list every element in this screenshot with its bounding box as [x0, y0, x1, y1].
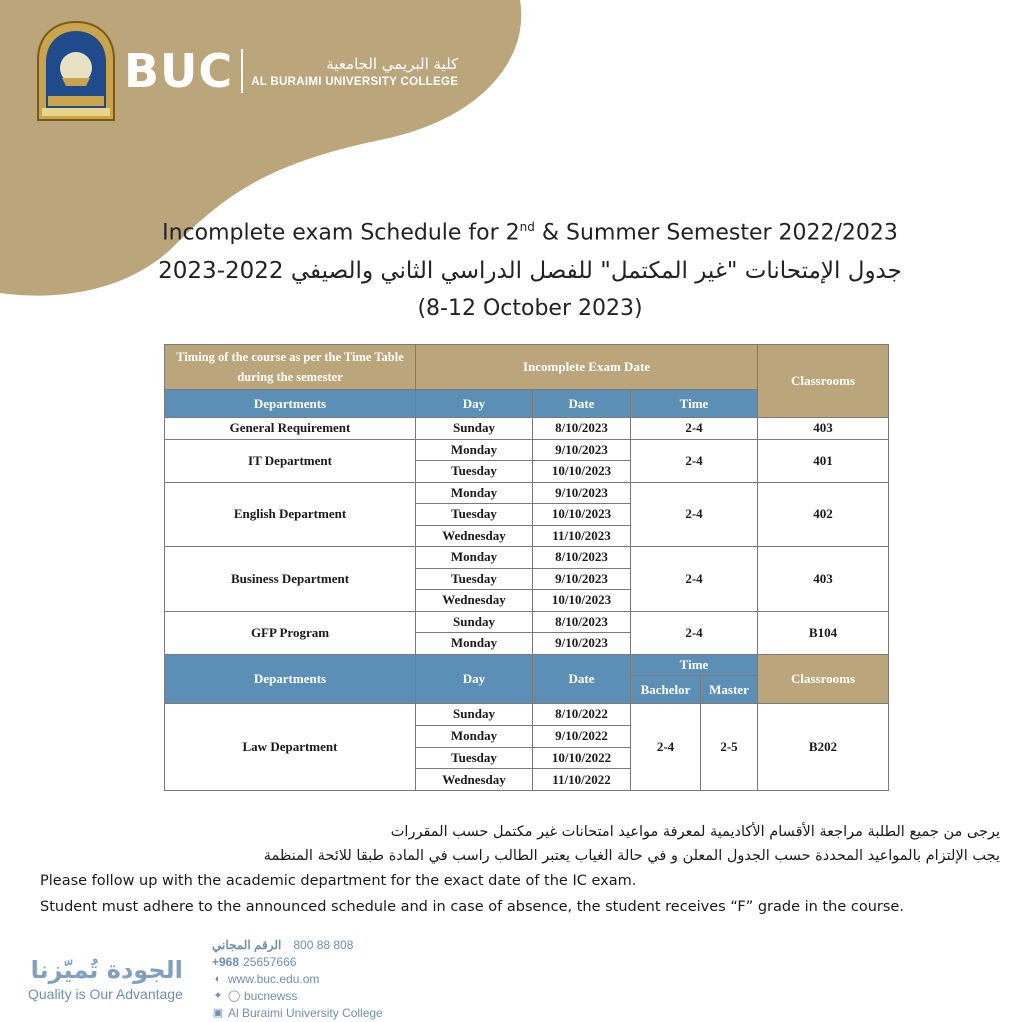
- header-date-law: Date: [533, 654, 631, 704]
- quality-english: Quality is Our Advantage: [28, 986, 183, 1002]
- exam-time: 2-4: [631, 418, 758, 440]
- note-arabic-1: يرجى من جميع الطلبة مراجعة الأقسام الأكاديمية لمعرفة مواعيد امتحانات غير مكتمل حسب المقررات: [390, 824, 1000, 840]
- facebook-page[interactable]: Al Buraimi University College: [228, 1006, 383, 1020]
- header-bachelor: Bachelor: [631, 676, 701, 703]
- classroom: 402: [758, 482, 889, 547]
- website-link[interactable]: www.buc.edu.om: [228, 972, 320, 986]
- classroom: 403: [758, 547, 889, 612]
- facebook-icon: ▣: [212, 1007, 224, 1019]
- table-row: [165, 704, 889, 726]
- exam-date: 10/10/2023: [533, 590, 631, 612]
- college-seal-icon: [34, 20, 118, 122]
- master-time: 2-5: [720, 739, 738, 754]
- quality-slogan: [28, 956, 183, 1002]
- exam-date: 9/10/2022: [533, 725, 631, 747]
- notes: [40, 820, 1000, 920]
- exam-time: 2-4: [631, 439, 758, 482]
- logo-initials: BUC: [124, 44, 234, 98]
- table-row: [165, 439, 889, 461]
- college-name-arabic: كلية البريمي الجامعية: [326, 54, 459, 73]
- quality-arabic: الجودة تُميّزنا: [30, 956, 183, 984]
- exam-day: Monday: [416, 547, 533, 569]
- exam-date: 9/10/2023: [533, 482, 631, 504]
- header-time-split: [631, 676, 758, 704]
- exam-day: Monday: [416, 633, 533, 655]
- phone-code: +968: [212, 955, 240, 969]
- phone-number: 25657666: [243, 955, 297, 969]
- exam-day: Tuesday: [416, 568, 533, 590]
- header-day-law: Day: [416, 654, 533, 704]
- header-exam-date: Incomplete Exam Date: [416, 345, 758, 390]
- header-departments: Departments: [165, 390, 416, 418]
- exam-date: 11/10/2022: [533, 769, 631, 791]
- college-name-english: AL BURAIMI UNIVERSITY COLLEGE: [251, 75, 459, 88]
- exam-time-split: [631, 704, 758, 791]
- header-day: Day: [416, 390, 533, 418]
- exam-date: 8/10/2022: [533, 704, 631, 726]
- twitter-icon: ✦: [213, 990, 223, 1002]
- department-name: GFP Program: [165, 611, 416, 654]
- note-english-2: Student must adhere to the announced schedule and in case of absence, the student receives “F” grade in the course.: [40, 899, 904, 915]
- department-name: General Requirement: [165, 418, 416, 440]
- department-name: English Department: [165, 482, 416, 547]
- contact-info: [212, 937, 383, 1022]
- exam-date: 8/10/2023: [533, 418, 631, 440]
- table-row: [165, 547, 889, 569]
- exam-day: Sunday: [416, 418, 533, 440]
- title-dates: (8-12 October 2023): [417, 296, 643, 321]
- tollfree-label: الرقم المجاني: [212, 938, 282, 952]
- exam-date: 9/10/2023: [533, 439, 631, 461]
- exam-day: Wednesday: [416, 769, 533, 791]
- exam-day: Wednesday: [416, 590, 533, 612]
- department-name: Business Department: [165, 547, 416, 612]
- exam-time: 2-4: [631, 611, 758, 654]
- note-english-1: Please follow up with the academic department for the exact date of the IC exam.: [40, 873, 637, 889]
- globe-icon: ◐: [214, 973, 222, 985]
- header-departments-law: Departments: [165, 654, 416, 704]
- exam-day: Monday: [416, 725, 533, 747]
- exam-date: 9/10/2023: [533, 633, 631, 655]
- exam-time: 2-4: [631, 482, 758, 547]
- logo-divider: [241, 49, 243, 93]
- exam-day: Monday: [416, 439, 533, 461]
- classroom: B202: [758, 704, 889, 791]
- header-timing: Timing of the course as per the Time Table during the semester: [165, 345, 416, 390]
- exam-day: Tuesday: [416, 747, 533, 769]
- department-name: IT Department: [165, 439, 416, 482]
- header-time-law: Time: [631, 654, 758, 676]
- exam-day: Sunday: [416, 611, 533, 633]
- exam-day: Sunday: [416, 704, 533, 726]
- college-logo: [34, 20, 458, 122]
- classroom: 401: [758, 439, 889, 482]
- tollfree-number: 800 88 808: [293, 938, 354, 952]
- exam-date: 8/10/2023: [533, 547, 631, 569]
- title-arabic: جدول الإمتحانات "غير المكتمل" للفصل الدراسي الثاني والصيفي 2022-2023: [158, 258, 902, 284]
- header-classrooms-law: Classrooms: [758, 654, 889, 704]
- table-row: [165, 482, 889, 504]
- header-time: Time: [631, 390, 758, 418]
- exam-day: Tuesday: [416, 504, 533, 526]
- exam-date: 10/10/2022: [533, 747, 631, 769]
- classroom: B104: [758, 611, 889, 654]
- classroom: 403: [758, 418, 889, 440]
- exam-day: Tuesday: [416, 461, 533, 483]
- exam-date: 9/10/2023: [533, 568, 631, 590]
- table-row: [165, 611, 889, 633]
- table-row: [165, 418, 889, 440]
- exam-date: 8/10/2023: [533, 611, 631, 633]
- exam-time: 2-4: [631, 547, 758, 612]
- note-arabic-2: يجب الإلتزام بالمواعيد المحددة حسب الجدول المعلن و في حالة الغياب يعتبر الطالب راسب في المادة طبقا للائحة المنظمة: [263, 848, 1000, 864]
- exam-date: 10/10/2023: [533, 461, 631, 483]
- social-handle[interactable]: bucnewss: [244, 989, 298, 1003]
- exam-day: Wednesday: [416, 525, 533, 547]
- department-name: Law Department: [165, 704, 416, 791]
- header-classrooms: Classrooms: [758, 345, 889, 418]
- bachelor-time: 2-4: [631, 704, 701, 790]
- exam-date: 10/10/2023: [533, 504, 631, 526]
- title-english: Incomplete exam Schedule for 2nd & Summer Semester 2022/2023: [162, 220, 898, 246]
- header-date: Date: [533, 390, 631, 418]
- instagram-icon: ◯: [228, 990, 241, 1002]
- exam-date: 11/10/2023: [533, 525, 631, 547]
- header-master: Master: [709, 681, 749, 697]
- exam-schedule-table: [164, 344, 889, 791]
- exam-day: Monday: [416, 482, 533, 504]
